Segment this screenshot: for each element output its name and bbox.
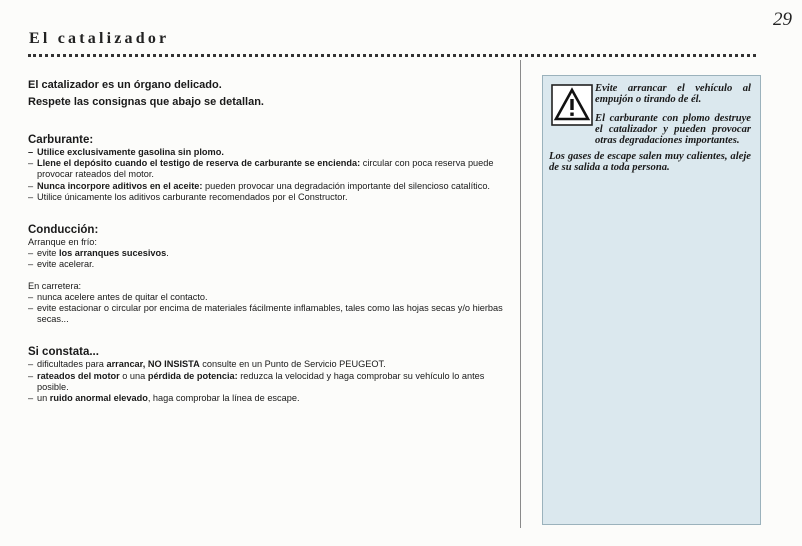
carburante-item-2-text: circular con poca reserva puede provocar rateados del motor. [37,158,494,180]
arranque-label: Arranque en frío: [28,237,97,248]
carburante-heading: Carburante: [28,134,94,146]
constata-item-3 [28,393,504,404]
main-content [28,77,504,404]
carburante-item-2-bold: Llene el depósito cuando el testigo de reserva de carburante se encienda: [37,158,361,169]
conduccion-heading: Conducción: [28,224,99,237]
arranque-item-1 [28,248,504,259]
carretera-label: En carretera: [28,280,82,291]
arranque-item-1-text: evite [37,248,59,259]
warning-paragraph-2: El carburante con plomo destruye el catalizador y pueden provocar otras degradaciones importantes. [595,113,751,146]
page-number: 29 [773,9,792,30]
carburante-item-3 [28,181,504,192]
carretera-item-2: – evite estacionar o circular por encima de materiales fácilmente inflamables, tales como las hojas secas y/o hierbas secas... [28,303,504,325]
arranque-item-1-bold: los arranques sucesivos [58,248,167,259]
warning-paragraph-3: Los gases de escape salen muy calientes, aleje de su salida a toda persona. [549,151,751,173]
dotted-separator [28,54,756,57]
constata-item-1-bold: arrancar, NO INSISTA [106,359,200,370]
carburante-item-4: – Utilice únicamente los aditivos carburante recomendados por el Constructor. [28,192,504,203]
carburante-item-1: – Utilice exclusivamente gasolina sin plomo. [28,147,504,158]
carburante-item-3-bold: Nunca incorpore aditivos en el aceite: [37,180,203,191]
warning-box [542,75,761,525]
arranque-item-1-end: . [166,248,169,259]
constata-item-3-text: un [37,393,50,404]
warning-text [549,83,751,178]
constata-item-1 [28,359,504,370]
intro-line-1: El catalizador es un órgano delicado. [28,79,222,91]
column-divider [520,60,521,528]
constata-item-2-text-1: o una [119,370,148,381]
constata-heading: Si constata... [28,346,99,359]
page-title: El catalizador [29,30,170,47]
arranque-item-2: – evite acelerar. [28,259,504,270]
constata-item-1-end: consulte en un Punto de Servicio PEUGEOT. [199,359,386,370]
constata-item-2 [28,371,504,393]
section-conduccion [28,223,504,325]
carburante-item-3-text: pueden provocar una degradación importante del silencioso catalítico. [202,180,490,191]
constata-item-2-text-2: reduzca la velocidad y haga comprobar su vehículo lo antes posible. [37,370,485,392]
carburante-item-2 [28,158,504,180]
constata-item-3-bold: ruido anormal elevado [49,393,148,404]
carretera-item-1: – nunca acelere antes de quitar el contacto. [28,292,504,303]
warning-paragraph-1: Evite arrancar el vehículo al empujón o tirando de él. [595,83,751,105]
section-carburante [28,133,504,203]
constata-item-3-end: , haga comprobar la línea de escape. [147,393,300,404]
section-constata [28,345,504,404]
constata-item-2-bold-1: rateados del motor [37,370,120,381]
constata-item-2-bold-2: pérdida de potencia: [147,370,238,381]
intro-line-2: Respete las consignas que abajo se detallan. [28,96,264,108]
constata-item-1-text: dificultades para [37,359,107,370]
